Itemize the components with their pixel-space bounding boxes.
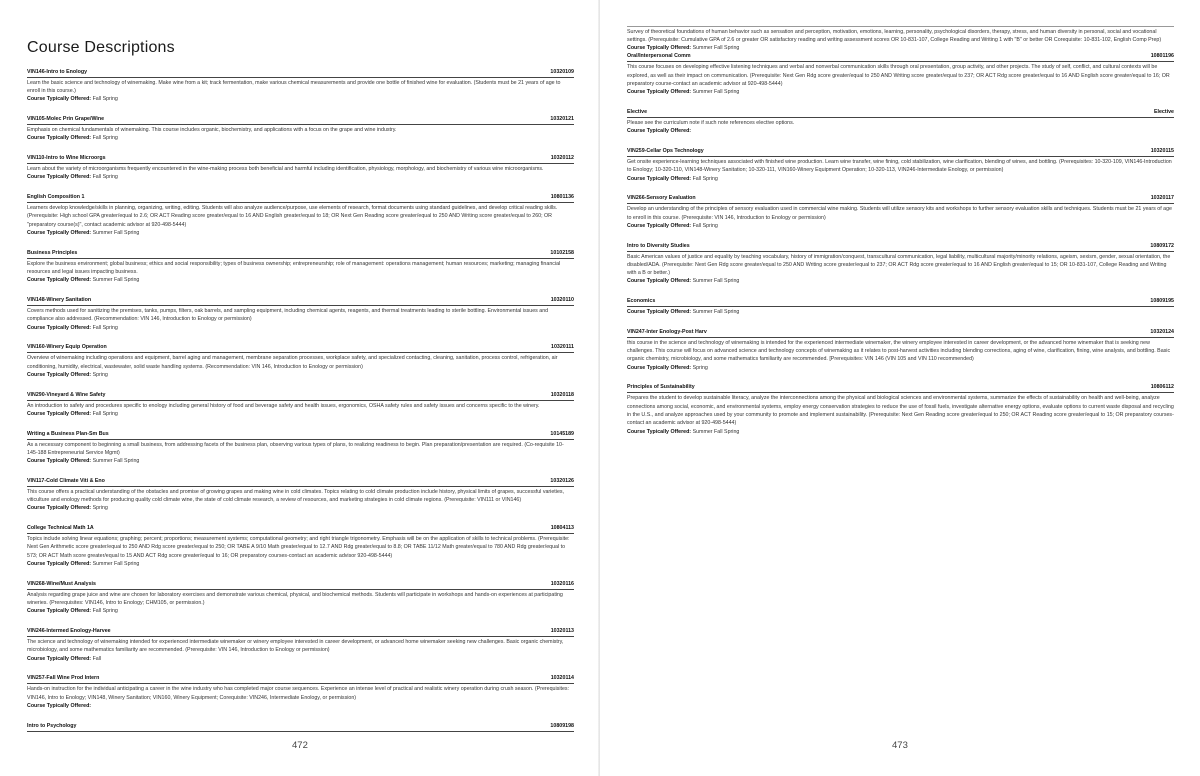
- course-code: 10801196: [1150, 53, 1174, 60]
- course-offered: [27, 702, 574, 710]
- course-header: [27, 722, 574, 732]
- offered-terms: Summer Fall Spring: [92, 277, 140, 284]
- course-offered: [627, 277, 1174, 285]
- course-description: Please see the curriculum note if such note references elective options.: [627, 119, 795, 126]
- right-course-list: [627, 26, 1174, 447]
- course-name: VIN268-Wine/Must Analysis: [27, 580, 96, 587]
- course-code: 10804113: [550, 525, 574, 532]
- course-header: [27, 249, 574, 259]
- course-name: VIN117-Cold Climate Viti & Eno: [27, 477, 105, 484]
- offered-label: Course Typically Offered:: [27, 702, 92, 709]
- course-header: [27, 343, 574, 353]
- course-block: [27, 296, 574, 332]
- offered-label: Course Typically Offered:: [27, 371, 92, 378]
- offered-label: Course Typically Offered:: [27, 135, 92, 142]
- offered-label: Course Typically Offered:: [627, 278, 692, 285]
- course-description: The science and technology of winemaking intended for experienced intermediate winemaker or winery employee interested in career development, or advanced home winemaker seeking new challenges. Basic organic chemistry, microbiology, and some mathematics familiarity are recommended. (Prerequisite: VIN 146, Introduction to Enology or permission): [27, 638, 564, 654]
- course-block: [27, 193, 574, 237]
- course-offered: [627, 308, 1174, 316]
- course-offered: [27, 410, 574, 418]
- right-page: [600, 0, 1200, 776]
- course-description: An introduction to safety and procedures specific to enology including general history of food and beverage safety and health issues, ergonomics, OSHA safety rules and safety issues and concerns specific to the winery.: [27, 402, 540, 409]
- offered-label: Course Typically Offered:: [27, 324, 92, 331]
- course-description: Basic American values of justice and equality by teaching vocabulary, history of immigration/conquest, transcultural communication, legal liability, multicultural majority/minority relations, ageism, sexism, gender, sexual orientation, the disabled/ADA. (Prerequisite: Next Gen Rdg score greater/equal to 250 AND Writing score greater/equal to 237; OR ACT Rdg score greater/equal to 16 AND English greater/equal to 15; OR 10-831-107, College Reading and Writing with a B or better.): [627, 253, 1171, 277]
- course-name: VIN247-Inter Enology-Post Harv: [627, 328, 707, 335]
- course-name: VIN110-Intro to Wine Microorgs: [27, 155, 106, 162]
- course-offered: [27, 504, 574, 512]
- course-description: Emphasis on chemical fundamentals of winemaking. This course includes organic, biochemistry, and applications with a focus on the grape and wine industry.: [27, 127, 397, 134]
- course-name: VIN148-Winery Sanitation: [27, 297, 92, 304]
- course-offered: [27, 371, 574, 379]
- course-name: VIN105-Molec Prin Grape/Wine: [27, 116, 105, 123]
- course-name: Principles of Sustainability: [627, 384, 695, 391]
- continued-course-block: [627, 26, 1174, 52]
- course-header: [627, 147, 1174, 157]
- course-block: [627, 147, 1174, 183]
- course-description: Learners develop knowledge/skills in planning, organizing, writing, editing. Students will also analyze audience/purpose, use elements of research, format documents using standard guidelines, and develop critical reading skills. (Prerequisite: High school GPA greater/equal to 2.6; OR ACT Reading score greater/equal to 16 AND English greater/equal to 18; OR Next Gen Reading score greater/equal to 250 AND Writing score greater/equal to 260; OR "preparatory course(s)", contact academic advisor at 920-498-5444): [27, 205, 558, 228]
- course-description: Learn about the variety of microorganisms frequently encountered in the wine-making process both beneficial and harmful including identification, physiology, morphology, and biochemistry of various wine microorganisms.: [27, 166, 544, 173]
- course-block: [27, 580, 574, 616]
- course-description: Learn the basic science and technology of winemaking. Make wine from a kit; track fermentation, make various chemical measurements and provide one bottle of finished wine for evaluation. (Students must be 21 years of age to enroll in this course.): [27, 79, 561, 95]
- course-description: As a necessary component to beginning a small business, from addressing facets of the business plan, observing various types of plans, to realizing readiness to begin. Plan preparation/presentation are required. (Co-requisite 10-145-188 Entrepreneurial Service Mgmt): [27, 441, 564, 456]
- course-name: VIN266-Sensory Evaluation: [627, 195, 696, 202]
- course-description: Hands-on instruction for the individual anticipating a career in the wine industry who has completed major course sequences. Experience an intense level of practical and realistic winery operation during crush season. (Prerequisites: VIN146, Intro to Enology; VIN148, Winery Sanitation; VIN160, Winery Equipment; Corequisite: VIN246, Intermediate Enology, or permission): [27, 686, 570, 701]
- offered-label: Course Typically Offered:: [27, 277, 92, 284]
- course-header: [27, 154, 574, 164]
- course-name: VIN246-Intermed Enology-Harvee: [27, 628, 111, 635]
- course-block: [27, 627, 574, 663]
- course-header: [27, 193, 574, 203]
- course-description: Develop an understanding of the principles of sensory evaluation used in commercial wine making. Students will utilize sensory kits and workshops to further sensory evaluation skills and techniques. Students must be 21 years of age to enroll in this course. (Prerequisite: VIN 146, Introduction to Enology or permission): [627, 206, 1172, 221]
- offered-label: Course Typically Offered:: [627, 222, 692, 229]
- course-code: 10801136: [550, 194, 574, 201]
- course-name: Writing a Business Plan-Sm Bus: [27, 430, 109, 437]
- course-block: [27, 674, 574, 710]
- course-code: 10806112: [1150, 384, 1174, 391]
- course-header: [627, 194, 1174, 204]
- offered-terms: Summer Fall Spring: [92, 561, 140, 567]
- course-block: [627, 52, 1174, 96]
- course-code: 10320116: [550, 580, 574, 587]
- course-name: Economics: [627, 298, 656, 305]
- course-description: this course in the science and technology of winemaking is intended for the experienced intermediate winemaker, the winery employee interested in career development, or the advanced home winemaker that is seeking new challenges. This course will focus on advanced science and technology concepts of winemaking as it relates to post-harvest activities including blending corrections, aging of wine, clarification, fining, wine analysis, and bottling. Basic organic chemistry, microbiology, and some mathematics familiarity are recommended. [Prerequisites: VIN 146 (VIN 105 and VIN 110 recommended): [627, 339, 1171, 363]
- offered-label: Course Typically Offered:: [627, 364, 692, 371]
- course-block: [627, 328, 1174, 372]
- course-code: 10809172: [1150, 242, 1174, 249]
- course-block: [27, 343, 574, 379]
- course-code: 10320121: [550, 116, 574, 123]
- course-header: [27, 580, 574, 590]
- course-code: Elective: [1153, 109, 1174, 116]
- offered-label: Course Typically Offered:: [27, 410, 92, 417]
- course-header: [27, 477, 574, 487]
- offered-terms: Fall Spring: [92, 135, 118, 142]
- course-description: Topics include solving linear equations; graphing; percent; proportions; measurement systems; computational geometry; and right triangle trigonometry. Emphasis will be on the application of skills to technical problems. (Prerequisite: Next Gen Arithmetic score greater/equal to 250 AND Rdg score greater/equal to 250; OR TABE A 9/10 Math greater/equal to 12.7 AND Rdg greater/equal to 8.8; OR TABE 11/12 Math greater/equal to 780 AND Rdg greater/equal to 573; OR ACT Math score greater/equal to 15 AND ACT Rdg score greater/equal to 16; OR preparatory courses-contact an academic advisor 920-498-5444): [27, 536, 570, 559]
- course-header: [627, 242, 1174, 252]
- offered-label: Course Typically Offered:: [627, 428, 692, 435]
- course-block: [27, 430, 574, 466]
- offered-label: Course Typically Offered:: [627, 128, 692, 135]
- page-title: Course Descriptions: [27, 39, 175, 56]
- course-description: This course focuses on developing effective listening techniques and verbal and nonverbal communication skills through oral presentation, group activity, and other projects. The study of self, conflict, and cultural contexts will be explored, as well as their impact on communication. (Prerequisite: Next Gen Rdg score greater/equal to 250 AND Writing score greater/equal to 237; OR ACT Rdg score greater/equal to 16 AND English score greater/equal to 16; OR preparatory course-contact an academic advisor at 920-498-5444): [627, 64, 1170, 87]
- offered-terms: Summer Fall Spring: [692, 278, 740, 285]
- offered-terms: Summer Fall Spring: [692, 428, 740, 435]
- course-offered: [27, 655, 574, 663]
- course-offered: [627, 127, 1174, 135]
- course-header: [627, 52, 1174, 62]
- course-description: Explore the business environment; global business; ethics and social responsibility; types of business ownership; entrepreneurship; role of management: operations management; human resources; marketing; managing financial resources and legal issues impacting business.: [27, 260, 561, 276]
- course-offered: [27, 95, 574, 103]
- course-description: Prepares the student to develop sustainable literacy, analyze the interconnections among the physical and biological sciences and environmental systems, summarize the effects of sustainability on health and well-being, analyze connections among social, economic, and environmental systems, employ energy conservation strategies to reduce the use of fossil fuels, investigate alternative energy options, evaluate options to current waste disposal and recycling in the U.S., and analyze approaches used by your community to promote and implement sustainability. (Prerequisite: Next Gen Reading score greater/equal to 250; OR ACT Reading score greater/equal to 15; OR preparatory courses-contact an academic advisor at 920-498-5444): [627, 395, 1174, 427]
- course-block: [27, 524, 574, 568]
- course-code: 10320115: [1150, 148, 1174, 155]
- course-offered: [627, 88, 1174, 96]
- course-block: [627, 242, 1174, 286]
- course-block: [627, 297, 1174, 316]
- offered-terms: Spring: [92, 371, 108, 378]
- course-code: 10320126: [550, 477, 574, 484]
- offered-label: Course Typically Offered:: [27, 174, 92, 181]
- course-code: 10320117: [1150, 195, 1174, 202]
- course-header: [27, 524, 574, 534]
- course-name: College Technical Math 1A: [27, 525, 94, 532]
- course-block: [27, 115, 574, 142]
- course-header: [627, 383, 1174, 393]
- course-offered: [27, 229, 574, 237]
- offered-label: Course Typically Offered:: [27, 230, 92, 237]
- course-code: 10320118: [550, 391, 574, 398]
- offered-label: Course Typically Offered:: [27, 561, 92, 567]
- continued-course-offered: [627, 44, 1174, 52]
- offered-terms: Summer Fall Spring: [92, 230, 140, 237]
- course-header: [627, 108, 1174, 118]
- course-description: This course offers a practical understanding of the obstacles and promise of growing grapes and making wine in cold climates. Topics relating to cold climate production include history, physical limits of grapes, successful varieties, viticulture and enology methods for producing quality cold climate wine, the state of cold climate research, a review of resources, and marketing strategies in cold climate regions. (Prerequisite: VIN111 or VIN146): [27, 488, 565, 504]
- course-code: 10145189: [550, 430, 574, 437]
- course-code: 10102158: [550, 249, 574, 256]
- course-code: 10320111: [551, 344, 574, 351]
- course-block: [27, 68, 574, 104]
- course-block: [27, 154, 574, 181]
- offered-terms: Fall Spring: [92, 324, 118, 331]
- course-header: [27, 391, 574, 401]
- left-course-list: [27, 68, 574, 743]
- offered-terms: Fall Spring: [692, 175, 718, 182]
- offered-terms: Summer Fall Spring: [692, 309, 740, 316]
- course-header: [27, 296, 574, 306]
- offered-terms: Fall Spring: [92, 410, 118, 417]
- course-code: 10809198: [550, 722, 574, 729]
- course-description: Get onsite experience-learning techniques associated with finished wine production. Learn wine transfer, wine fining, cold stabilization, wine clarification, blending of wines, and bottling. (Prerequisites: 10-320-109, VIN146-Introduction to Enology; 10-320-110, VIN148-Winery Sanitation; 10-320-111, VIN160-Winery Equipment Operation; 10-320-113, VIN246-Intermediate Enology, or permission): [627, 158, 1172, 174]
- course-name: VIN257-Fall Wine Prod Intern: [27, 675, 100, 682]
- course-header: [27, 68, 574, 78]
- offered-terms: Summer Fall Spring: [692, 45, 740, 52]
- course-name: VIN259-Cellar Ops Technology: [627, 148, 704, 155]
- course-offered: [627, 428, 1174, 436]
- offered-label: Course Typically Offered:: [627, 45, 692, 52]
- course-name: Business Principles: [27, 249, 78, 256]
- course-offered: [27, 607, 574, 615]
- offered-terms: Spring: [692, 364, 708, 371]
- offered-terms: Fall Spring: [692, 222, 718, 229]
- course-block: [27, 391, 574, 418]
- course-offered: [27, 134, 574, 142]
- course-block: [627, 108, 1174, 135]
- course-header: [27, 674, 574, 684]
- course-name: Intro to Psychology: [27, 722, 77, 729]
- offered-label: Course Typically Offered:: [27, 96, 92, 103]
- offered-terms: Summer Fall Spring: [692, 89, 740, 96]
- course-header: [27, 430, 574, 440]
- offered-terms: Fall Spring: [92, 608, 118, 615]
- course-name: Intro to Diversity Studies: [627, 242, 690, 249]
- course-name: Elective: [627, 109, 648, 116]
- course-code: 10320109: [550, 69, 574, 75]
- course-offered: [627, 364, 1174, 372]
- offered-label: Course Typically Offered:: [627, 309, 692, 316]
- course-name: English Composition 1: [27, 194, 85, 201]
- course-offered: [27, 276, 574, 284]
- course-code: 10320114: [550, 675, 574, 682]
- page-number-right: 473: [892, 740, 908, 751]
- course-header: [627, 328, 1174, 338]
- course-name: Oral/Interpersonal Comm: [627, 53, 691, 60]
- course-offered: [627, 175, 1174, 183]
- course-header: [27, 115, 574, 125]
- course-code: 10320112: [550, 155, 574, 162]
- course-description: Covers methods used for sanitizing the premises, tanks, pumps, filters, oak barrels, and sampling equipment, including chemical agents, reagents, and thermal treatments leading to sterile bottling. Environmental issues and compliance also addressed. (Recommendation: VIN 146, Introduction to Enology or permission): [27, 308, 549, 323]
- page-number-left: 472: [292, 740, 308, 751]
- course-block: [27, 477, 574, 513]
- offered-label: Course Typically Offered:: [627, 89, 692, 96]
- course-code: 10809195: [1150, 298, 1174, 305]
- course-block: [627, 383, 1174, 435]
- course-offered: [27, 324, 574, 332]
- offered-label: Course Typically Offered:: [27, 505, 92, 512]
- course-code: 10320113: [550, 628, 574, 635]
- course-description: Analysis regarding grape juice and wine are chosen for laboratory exercises and demonstrate various chemical, physical, and biochemical methods. Students will participate in workshops and hands-on experiences at participating wineries. (Prerequisites: VIN146, Intro to Enology; CHM105, or permission.): [27, 591, 563, 606]
- course-block: [627, 194, 1174, 230]
- course-offered: [627, 222, 1174, 230]
- offered-label: Course Typically Offered:: [27, 655, 92, 662]
- course-name: VIN146-Intro to Enology: [27, 69, 88, 75]
- course-description: Overview of winemaking including operations and equipment, barrel aging and management, membrane separation processes, workplace safety, and specialized contacting, cleaning, sanitation, process control, refrigeration, air conditioning, humidity, electrical, wastewater, solid waste handling systems. (Recommendation: VIN 146, Introduction to Enology or permission): [27, 355, 558, 370]
- course-offered: [27, 560, 574, 568]
- offered-terms: Spring: [92, 505, 108, 512]
- course-offered: [27, 457, 574, 465]
- course-code: 10320110: [550, 297, 574, 304]
- course-block: [27, 722, 574, 732]
- offered-terms: Fall Spring: [92, 174, 118, 181]
- offered-label: Course Typically Offered:: [627, 175, 692, 182]
- offered-terms: Summer Fall Spring: [92, 458, 140, 465]
- course-code: 10320124: [1150, 328, 1174, 335]
- course-offered: [27, 173, 574, 181]
- course-header: [627, 297, 1174, 307]
- course-block: [27, 249, 574, 285]
- course-header: [27, 627, 574, 637]
- course-name: VIN160-Winery Equip Operation: [27, 344, 107, 351]
- offered-terms: Fall: [92, 655, 102, 662]
- course-name: VIN290-Vineyard & Wine Safety: [27, 391, 106, 398]
- offered-label: Course Typically Offered:: [27, 608, 92, 615]
- offered-terms: Fall Spring: [92, 96, 118, 103]
- continued-course-description: Survey of theoretical foundations of human behavior such as sensation and perception, motivation, emotions, learning, personality, psychological disorders, therapy, stress, and human diversity in personal, social and vocational settings. (Prerequisite: Cumulative GPA of 2.6 or greater OR satisfactory reading and writing assessment scores OR 10-831-107, College Reading and Writing 1 with "B" or better OR Corequisite: 10-831-102, English Comp Prep): [627, 28, 1162, 43]
- offered-label: Course Typically Offered:: [27, 458, 92, 465]
